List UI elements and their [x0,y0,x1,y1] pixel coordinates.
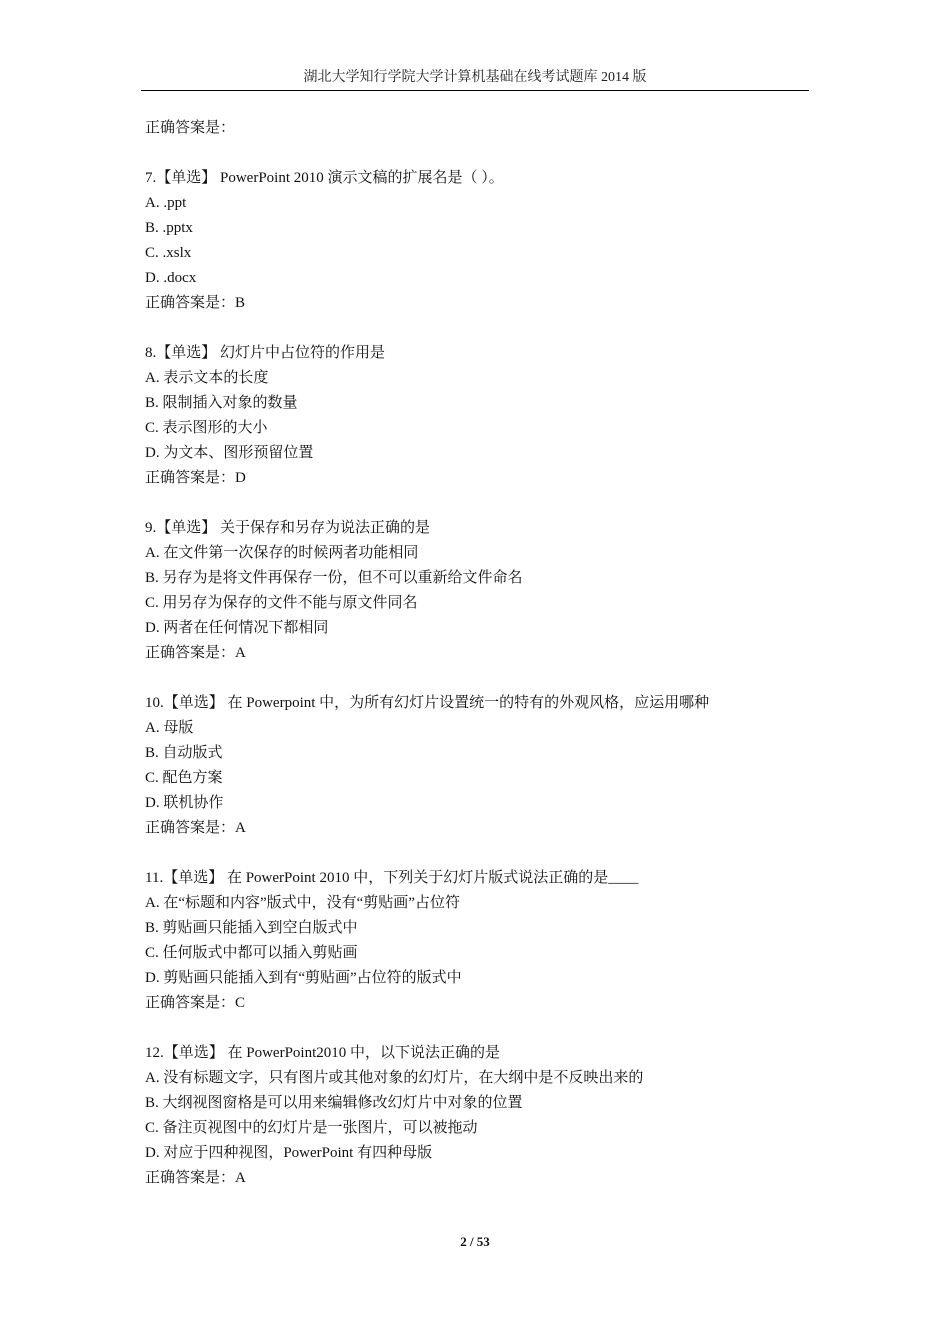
option: B. 剪贴画只能插入到空白版式中 [145,920,358,936]
option: D. 为文本、图形预留位置 [145,445,314,461]
question-item [145,516,805,666]
correct-answer: 正确答案是：B [145,295,246,311]
option: A. 母版 [145,720,194,736]
option: B. .pptx [145,220,193,236]
page-header [141,68,809,91]
option: A. 在“标题和内容”版式中，没有“剪贴画”占位符 [145,895,460,911]
option: D. 联机协作 [145,795,224,811]
correct-answer: 正确答案是：A [145,645,246,661]
option: D. 对应于四种视图，PowerPoint 有四种母版 [145,1145,433,1161]
correct-answer: 正确答案是：C [145,995,246,1011]
question-stem: 8.【单选】 幻灯片中占位符的作用是 [145,345,386,361]
option: D. .docx [145,270,197,286]
question-stem: 10.【单选】 在 Powerpoint 中，为所有幻灯片设置统一的特有的外观风格，应运用哪种 [145,695,710,711]
option: B. 限制插入对象的数量 [145,395,298,411]
option: B. 另存为是将文件再保存一份，但不可以重新给文件命名 [145,570,523,586]
option: C. 表示图形的大小 [145,420,268,436]
option: C. 用另存为保存的文件不能与原文件同名 [145,595,418,611]
option: C. .xslx [145,245,192,261]
question-stem: 9.【单选】 关于保存和另存为说法正确的是 [145,520,431,536]
correct-answer: 正确答案是：A [145,820,246,836]
option: A. 没有标题文字，只有图片或其他对象的幻灯片，在大纲中是不反映出来的 [145,1070,644,1086]
page-number: 2 / 53 [460,1234,490,1249]
previous-answer: 正确答案是： [145,120,236,136]
question-item [145,1041,805,1191]
question-stem: 11.【单选】 在 PowerPoint 2010 中，下列关于幻灯片版式说法正确的是____ [145,870,639,886]
question-item [145,341,805,491]
option: B. 自动版式 [145,745,223,761]
correct-answer: 正确答案是：A [145,1170,246,1186]
question-item [145,166,805,316]
question-list [145,116,805,1191]
option: C. 配色方案 [145,770,223,786]
question-item [145,866,805,1016]
option: D. 剪贴画只能插入到有“剪贴画”占位符的版式中 [145,970,462,986]
option: D. 两者在任何情况下都相同 [145,620,329,636]
question-stem: 7.【单选】 PowerPoint 2010 演示文稿的扩展名是（ ）。 [145,170,504,186]
question-stem: 12.【单选】 在 PowerPoint2010 中，以下说法正确的是 [145,1045,501,1061]
option: A. .ppt [145,195,187,211]
option: C. 任何版式中都可以插入剪贴画 [145,945,358,961]
correct-answer: 正确答案是：D [145,470,246,486]
option: A. 在文件第一次保存的时候两者功能相同 [145,545,419,561]
option: A. 表示文本的长度 [145,370,269,386]
option: C. 备注页视图中的幻灯片是一张图片，可以被拖动 [145,1120,478,1136]
question-item [145,691,805,841]
header-title: 湖北大学知行学院大学计算机基础在线考试题库 2014 版 [303,70,647,85]
option: B. 大纲视图窗格是可以用来编辑修改幻灯片中对象的位置 [145,1095,523,1111]
